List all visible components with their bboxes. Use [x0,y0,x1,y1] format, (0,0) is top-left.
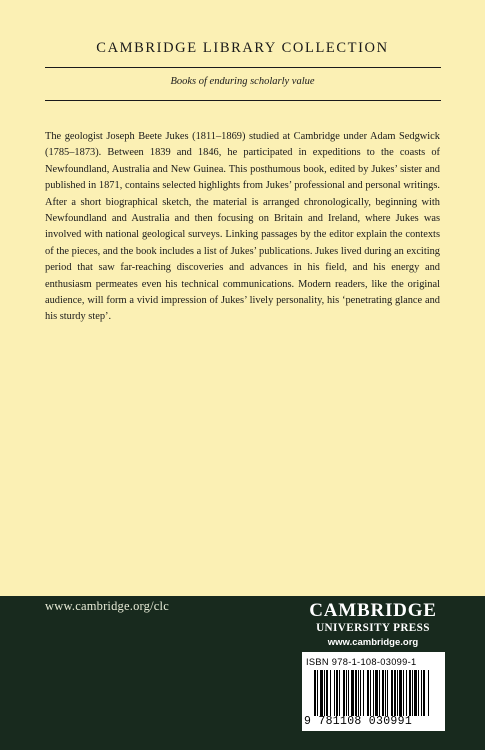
book-blurb: The geologist Joseph Beete Jukes (1811–1869) studied at Cambridge under Adam Sedgwick (1785–1873). Between 1839 and 1846, he participated in expeditions to the coasts of Newfoundland, Australia and New Guinea. This posthumous book, edited by Jukes’ sister and published in 1871, contains selected highlights from Jukes’ professional and personal writings. After a short biographical sketch, the material is arranged chronologically, beginning with Newfoundland and Australia and then focusing on Britain and Ireland, where Jukes was involved with national geological surveys. Linking passages by the editor explain the contexts of the pieces, and the book includes a list of Jukes’ publications. Jukes lived during an exciting period that saw far-reaching discoveries and advances in his field, and his energy and enthusiasm permeates even his technical communications. Modern readers, like the original audience, will form a vivid impression of Jukes’ lively personality, his ‘penetrating glance and his sturdy step’. [45,131,440,323]
series-tagline: Books of enduring scholarly value [170,76,315,87]
barcode-digits: 9 781108 030991 [304,715,413,728]
publisher-logo-press: UNIVERSITY PRESS [316,622,430,634]
divider-top [45,67,441,68]
barcode-icon [314,670,440,716]
publisher-logo-name: CAMBRIDGE [309,600,437,621]
divider-bottom [45,100,441,101]
publisher-website-link[interactable]: www.cambridge.org [327,637,419,648]
isbn-label: ISBN 978-1-108-03099-1 [306,657,417,667]
series-title: CAMBRIDGE LIBRARY COLLECTION [96,40,389,56]
series-url-link[interactable]: www.cambridge.org/clc [45,599,169,613]
